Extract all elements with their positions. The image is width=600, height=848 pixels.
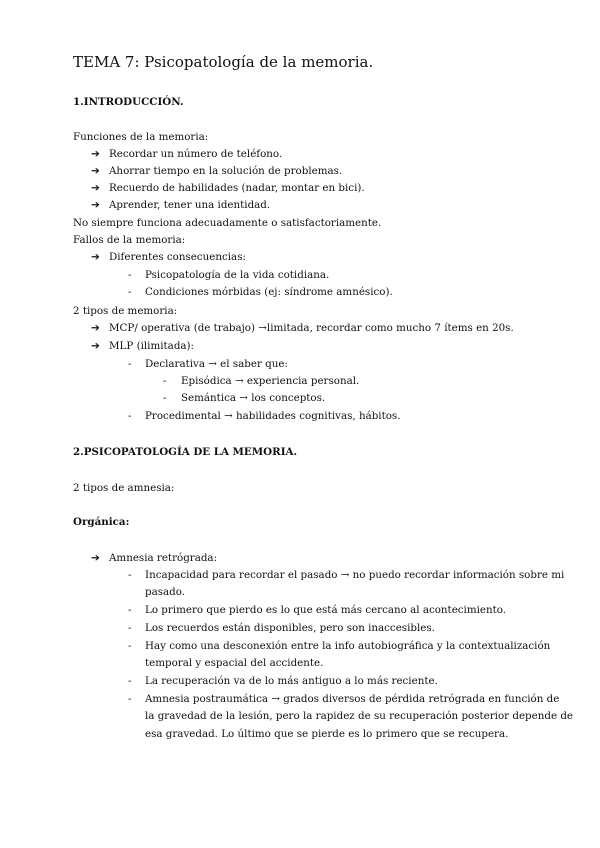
list-item-continuation: la gravedad de la lesión, pero la rapidez de su recuperación posterior depende de	[145, 710, 574, 722]
funciones-label: Funciones de la memoria:	[73, 131, 209, 143]
arrow-bullet-icon: ➔	[91, 182, 100, 194]
list-item-continuation: esa gravedad. Lo último que se pierde es lo primero que se recupera.	[145, 728, 509, 740]
list-item: Aprender, tener una identidad.	[109, 199, 271, 211]
list-item: MCP/ operativa (de trabajo) →limitada, recordar como mucho 7 ítems en 20s.	[109, 322, 514, 334]
dash-bullet-icon: -	[128, 640, 132, 652]
arrow-bullet-icon: ➔	[91, 322, 100, 334]
dash-bullet-icon: -	[128, 675, 132, 687]
list-item: Semántica → los conceptos.	[181, 392, 326, 404]
list-item: Amnesia postraumática → grados diversos de pérdida retrógrada en función de	[145, 693, 560, 705]
dash-bullet-icon: -	[128, 693, 132, 705]
list-item: Procedimental → habilidades cognitivas, hábitos.	[145, 410, 401, 422]
fallos-label: Fallos de la memoria:	[73, 234, 186, 246]
paragraph: No siempre funciona adecuadamente o satisfactoriamente.	[73, 217, 382, 229]
dash-bullet-icon: -	[128, 286, 132, 298]
organica-heading: Orgánica:	[73, 516, 130, 528]
list-item: Episódica → experiencia personal.	[181, 375, 360, 387]
dash-bullet-icon: -	[128, 410, 132, 422]
dash-bullet-icon: -	[128, 622, 132, 634]
section-heading-introduccion: 1.INTRODUCCIÓN.	[73, 96, 184, 108]
arrow-bullet-icon: ➔	[91, 165, 100, 177]
list-item: Incapacidad para recordar el pasado → no puedo recordar información sobre mi	[145, 569, 565, 581]
list-item: Amnesia retrógrada:	[109, 552, 218, 564]
list-item: Recuerdo de habilidades (nadar, montar en bici).	[109, 182, 365, 194]
list-item: Recordar un número de teléfono.	[109, 148, 283, 160]
dash-bullet-icon: -	[128, 269, 132, 281]
list-item: Declarativa → el saber que:	[145, 358, 288, 370]
tipos-memoria-label: 2 tipos de memoria:	[73, 305, 178, 317]
dash-bullet-icon: -	[128, 358, 132, 370]
arrow-bullet-icon: ➔	[91, 199, 100, 211]
dash-bullet-icon: -	[163, 375, 167, 387]
list-item: Psicopatología de la vida cotidiana.	[145, 269, 330, 281]
arrow-bullet-icon: ➔	[91, 552, 100, 564]
page-title: TEMA 7: Psicopatología de la memoria.	[73, 53, 374, 71]
list-item-continuation: temporal y espacial del accidente.	[145, 657, 324, 669]
list-item: Ahorrar tiempo en la solución de problemas.	[109, 165, 343, 177]
list-item: Lo primero que pierdo es lo que está más cercano al acontecimiento.	[145, 604, 507, 616]
section-heading-psicopatologia: 2.PSICOPATOLOGÍA DE LA MEMORIA.	[73, 446, 298, 458]
dash-bullet-icon: -	[163, 392, 167, 404]
tipos-amnesia-label: 2 tipos de amnesia:	[73, 482, 175, 494]
list-item-continuation: pasado.	[145, 586, 186, 598]
dash-bullet-icon: -	[128, 604, 132, 616]
arrow-bullet-icon: ➔	[91, 340, 100, 352]
list-item: Diferentes consecuencias:	[109, 251, 246, 263]
list-item: Condiciones mórbidas (ej: síndrome amnésico).	[145, 286, 393, 298]
arrow-bullet-icon: ➔	[91, 148, 100, 160]
list-item: La recuperación va de lo más antiguo a lo más reciente.	[145, 675, 438, 687]
dash-bullet-icon: -	[128, 569, 132, 581]
list-item: Hay como una desconexión entre la info autobiográfica y la contextualización	[145, 640, 551, 652]
arrow-bullet-icon: ➔	[91, 251, 100, 263]
list-item: MLP (ilimitada):	[109, 340, 195, 352]
list-item: Los recuerdos están disponibles, pero son inaccesibles.	[145, 622, 435, 634]
